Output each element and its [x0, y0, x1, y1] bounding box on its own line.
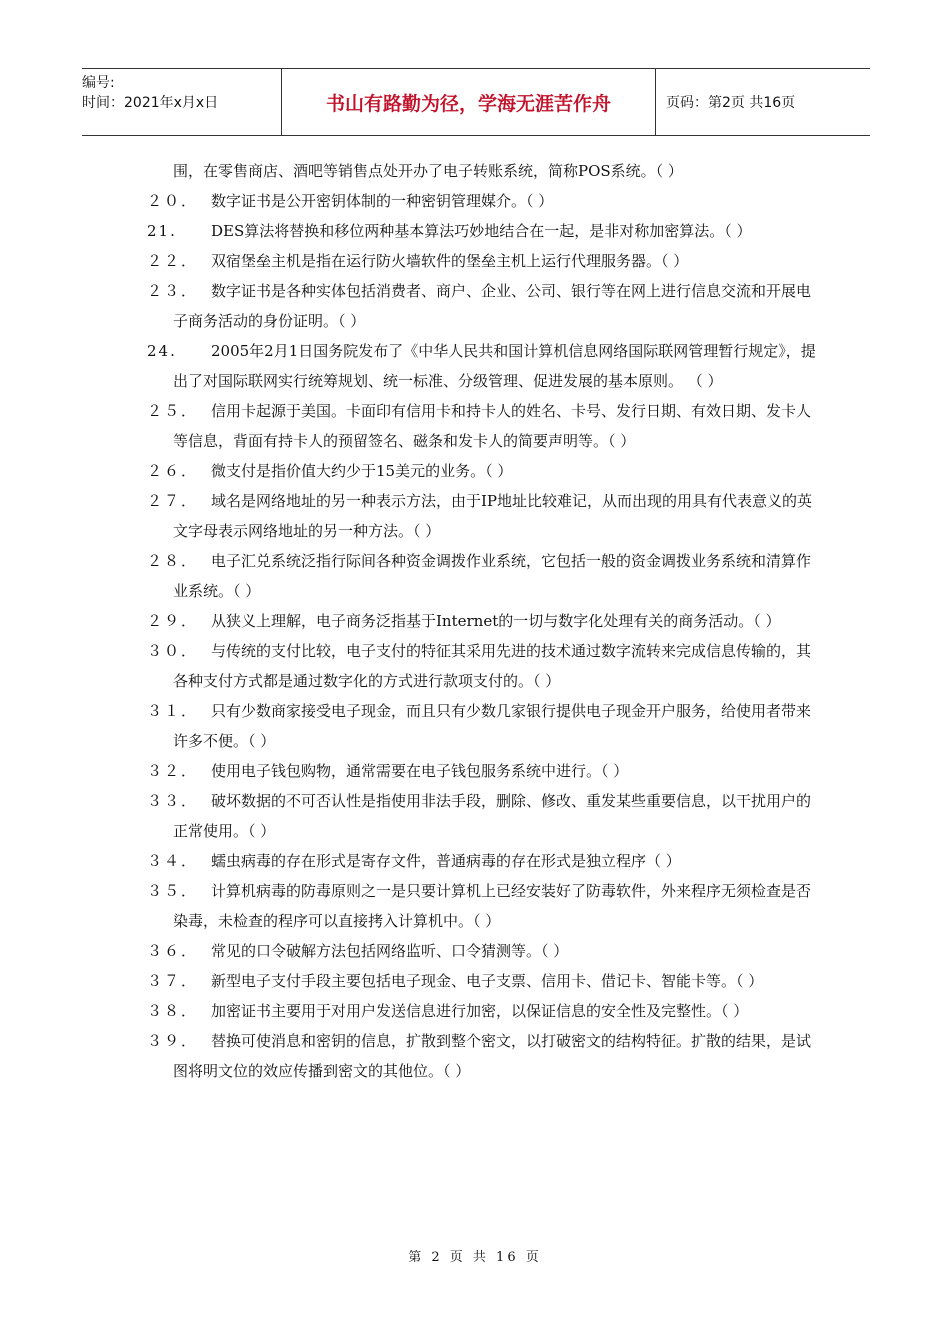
- header-motto: 书山有路勤为径，学海无涯苦作舟: [282, 69, 656, 135]
- list-item: [0, 216, 950, 246]
- list-item: [0, 696, 950, 756]
- header-page-label: 页码：第2页 共16页: [666, 95, 796, 111]
- item-text: 微支付是指价值大约少于15美元的业务。（ ）: [211, 462, 513, 480]
- list-item: [0, 606, 950, 636]
- item-number: ２５．: [147, 402, 199, 420]
- item-text: 计算机病毒的防毒原则之一是只要计算机上已经安装好了防毒软件，外来程序无须检查是否染毒，未检查的程序可以直接拷入计算机中。（ ）: [173, 882, 812, 930]
- list-item: [0, 456, 950, 486]
- list-item: [0, 396, 950, 456]
- date-label: 时间：2021年x月x日: [82, 95, 219, 111]
- item-number: ２０．: [147, 192, 199, 210]
- item-number: ２２．: [147, 252, 199, 270]
- item-number: ３２．: [147, 762, 199, 780]
- item-number: ３８．: [147, 1002, 199, 1020]
- item-number: ３５．: [147, 882, 199, 900]
- items-container: [0, 186, 950, 1086]
- item-text: 电子汇兑系统泛指行际间各种资金调拨作业系统，它包括一般的资金调拨业务系统和清算作业系统。（ ）: [173, 552, 812, 600]
- page-footer: 第 2 页 共 16 页: [408, 1250, 542, 1265]
- item-text: 新型电子支付手段主要包括电子现金、电子支票、信用卡、借记卡、智能卡等。（ ）: [211, 972, 764, 990]
- item-text: DES算法将替换和移位两种基本算法巧妙地结合在一起，是非对称加密算法。（ ）: [211, 222, 752, 240]
- list-item: [0, 996, 950, 1026]
- item-number: ３４．: [147, 852, 199, 870]
- item-text: 与传统的支付比较，电子支付的特征其采用先进的技术通过数字流转来完成信息传输的，其各种支付方式都是通过数字化的方式进行款项支付的。（ ）: [173, 642, 812, 690]
- item-text: 替换可使消息和密钥的信息，扩散到整个密文，以打破密文的结构特征。扩散的结果，是试图将明文位的效应传播到密文的其他位。（ ）: [173, 1032, 812, 1080]
- list-item: [0, 636, 950, 696]
- list-item-continuation: [0, 156, 950, 186]
- question-list: [0, 156, 950, 1086]
- list-item: [0, 276, 950, 336]
- item-number: ２９．: [147, 612, 199, 630]
- item-number: ３３．: [147, 792, 199, 810]
- list-item: [0, 546, 950, 606]
- item-number: ２３．: [147, 282, 199, 300]
- item-text: 从狭义上理解，电子商务泛指基于Internet的一切与数字化处理有关的商务活动。（ ）: [211, 612, 781, 630]
- item-text: 域名是网络地址的另一种表示方法，由于IP地址比较难记，从而出现的用具有代表意义的英文字母表示网络地址的另一种方法。（ ）: [173, 492, 813, 540]
- item-text: 常见的口令破解方法包括网络监听、口令猜测等。（ ）: [211, 942, 569, 960]
- item-text: 加密证书主要用于对用户发送信息进行加密，以保证信息的安全性及完整性。（ ）: [211, 1002, 749, 1020]
- item-text: 数字证书是公开密钥体制的一种密钥管理媒介。（ ）: [211, 192, 554, 210]
- list-item: [0, 846, 950, 876]
- item-text: 双宿堡垒主机是指在运行防火墙软件的堡垒主机上运行代理服务器。（ ）: [211, 252, 689, 270]
- item-text: 蠕虫病毒的存在形式是寄存文件，普通病毒的存在形式是独立程序（ ）: [211, 852, 681, 870]
- list-item: [0, 246, 950, 276]
- item-text: 2005年2月1日国务院发布了《中华人民共和国计算机信息网络国际联网管理暂行规定》，提出了对国际联网实行统筹规划、统一标准、分级管理、促进发展的基本原则。 （ ）: [173, 342, 816, 390]
- item-number: ２６．: [147, 462, 199, 480]
- item-number: ３１．: [147, 702, 199, 720]
- list-item: [0, 336, 950, 396]
- item-number: 24.: [147, 342, 177, 360]
- item-text: 破坏数据的不可否认性是指使用非法手段，删除、修改、重发某些重要信息，以干扰用户的正常使用。（ ）: [173, 792, 812, 840]
- list-item: [0, 756, 950, 786]
- list-item: [0, 1026, 950, 1086]
- continuation-text: 围，在零售商店、酒吧等销售点处开办了电子转账系统，简称POS系统。（ ）: [173, 162, 683, 180]
- list-item: [0, 876, 950, 936]
- list-item: [0, 486, 950, 546]
- item-number: ３９．: [147, 1032, 199, 1050]
- item-text: 只有少数商家接受电子现金，而且只有少数几家银行提供电子现金开户服务，给使用者带来许多不便。（ ）: [173, 702, 812, 750]
- list-item: [0, 786, 950, 846]
- item-number: 21.: [147, 222, 177, 240]
- item-number: ２７．: [147, 492, 199, 510]
- list-item: [0, 186, 950, 216]
- item-number: ３７．: [147, 972, 199, 990]
- item-text: 信用卡起源于美国。卡面印有信用卡和持卡人的姓名、卡号、发行日期、有效日期、发卡人等信息，背面有持卡人的预留签名、磁条和发卡人的简要声明等。（ ）: [173, 402, 812, 450]
- code-label: 编号:: [82, 75, 115, 91]
- item-text: 数字证书是各种实体包括消费者、商户、企业、公司、银行等在网上进行信息交流和开展电子商务活动的身份证明。（ ）: [173, 282, 812, 330]
- item-number: ３０．: [147, 642, 199, 660]
- header-meta-cell: [82, 69, 282, 135]
- document-header: [82, 68, 870, 136]
- list-item: [0, 936, 950, 966]
- item-number: ２８．: [147, 552, 199, 570]
- item-number: ３６．: [147, 942, 199, 960]
- list-item: [0, 966, 950, 996]
- item-text: 使用电子钱包购物，通常需要在电子钱包服务系统中进行。（ ）: [211, 762, 629, 780]
